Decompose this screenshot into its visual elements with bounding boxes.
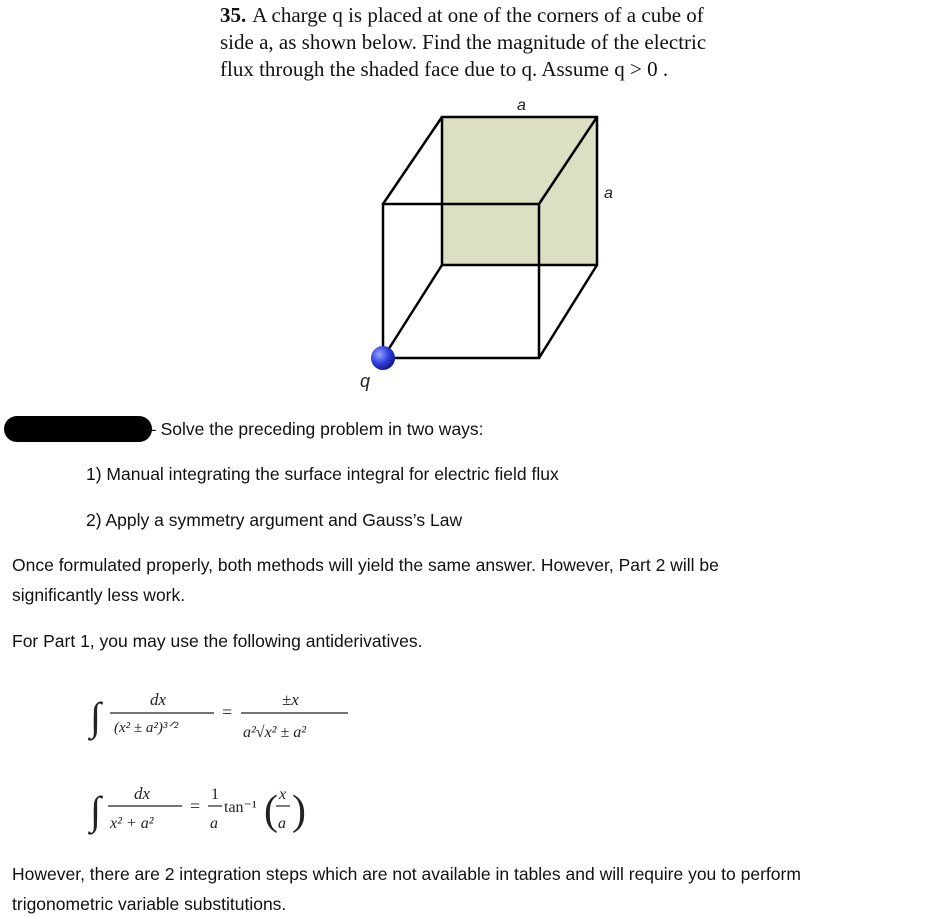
f2-denominator: x² + a² — [110, 815, 154, 832]
cube-edge — [383, 265, 442, 358]
instruction-item-2: 2) Apply a symmetry argument and Gauss’s Law — [86, 510, 463, 530]
paragraph-1-line-1: Once formulated properly, both methods will yield the same answer. However, Part 2 will be — [12, 555, 719, 575]
f1-rhs-numerator: ±x — [282, 690, 299, 709]
paragraph-1-line-2: significantly less work. — [12, 585, 186, 605]
label-a-side: a — [604, 185, 613, 202]
problem-line-1: 35. A charge q is placed at one of the corners of a cube of — [220, 3, 704, 27]
formula-2 — [86, 772, 346, 842]
f2-function: tan⁻¹ — [224, 799, 257, 816]
cube-figure — [340, 92, 640, 392]
right-paren: ) — [292, 788, 306, 834]
f2-coef-numerator: 1 — [211, 786, 219, 803]
formula-1 — [86, 682, 386, 752]
integral-sign: ∫ — [90, 694, 101, 739]
instruction-lead: – Solve the preceding problem in two ways: — [146, 419, 484, 439]
instruction-item-1: 1) Manual integrating the surface integral for electric field flux — [86, 464, 559, 484]
f1-numerator: dx — [150, 690, 167, 709]
equals-sign: = — [222, 702, 233, 722]
paragraph-3-line-1: However, there are 2 integration steps which are not available in tables and will require you to perform — [12, 864, 801, 884]
f2-coef-denominator: a — [210, 815, 218, 832]
label-charge-q: q — [360, 371, 371, 391]
charge-sphere — [371, 346, 395, 370]
paragraph-3-line-2: trigonometric variable substitutions. — [12, 894, 287, 914]
f1-denominator: (x² ± a²)³ᐟ² — [114, 720, 179, 736]
paragraph-2: For Part 1, you may use the following antiderivatives. — [12, 631, 423, 651]
cube-edge — [539, 265, 597, 358]
problem-statement — [220, 2, 820, 83]
label-a-top: a — [517, 97, 526, 114]
problem-line-3: flux through the shaded face due to q. Assume q > 0 . — [220, 57, 669, 81]
f2-numerator: dx — [134, 784, 151, 803]
shaded-face — [442, 117, 597, 265]
cube-edge — [383, 117, 442, 204]
equals-sign: = — [190, 796, 201, 816]
integral-sign: ∫ — [90, 788, 101, 833]
f1-rhs-denominator: a²√x² ± a² — [243, 724, 307, 741]
f2-arg-denominator: a — [278, 815, 286, 832]
f2-arg-numerator: x — [279, 786, 287, 803]
problem-number: 35. — [220, 3, 247, 27]
left-paren: ( — [264, 788, 278, 834]
redaction-bar — [4, 416, 152, 442]
problem-line-2: side a, as shown below. Find the magnitude of the electric — [220, 30, 707, 54]
